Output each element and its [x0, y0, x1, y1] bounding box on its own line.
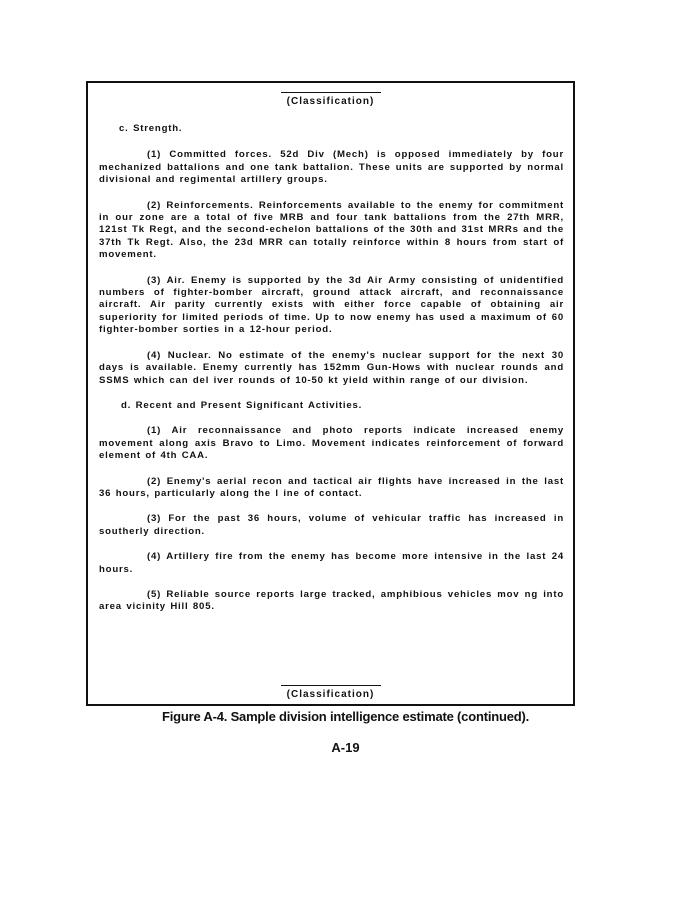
paragraph-artillery-fire: (4) Artillery fire from the enemy has become more intensive in the last 24 hours.	[99, 551, 564, 575]
section-c-heading: c. Strength.	[119, 123, 183, 134]
classification-bottom-label: (Classification)	[281, 685, 381, 700]
figure-caption: Figure A-4. Sample division intelligence estimate (continued).	[161, 709, 530, 724]
classification-header	[88, 92, 573, 107]
document-frame	[86, 81, 575, 706]
paragraph-committed-forces: (1) Committed forces. 52d Div (Mech) is opposed immediately by four mechanized battalions and one tank battalion. These units are supported by normal divisional and regimental artillery groups.	[99, 149, 564, 186]
paragraph-air: (3) Air. Enemy is supported by the 3d Air Army consisting of unidentified numbers of fighter-bomber aircraft, ground attack aircraft, and reconnaissance aircraft. Air parity currently exists with either force capable of obtaining air superiority for limited periods of time. Up to now enemy has used a maximum of 60 fighter-bomber sorties in a 12-hour period.	[99, 274, 564, 336]
estimate-body	[99, 123, 564, 627]
paragraph-air-reconnaissance: (1) Air reconnaissance and photo reports indicate increased enemy movement along axis Bravo to Limo. Movement indicates reinforcement of forward element of 4th CAA.	[99, 425, 564, 462]
section-d-heading: d. Recent and Present Significant Activities.	[121, 399, 363, 411]
paragraph-vehicular-traffic: (3) For the past 36 hours, volume of vehicular traffic has increased in southerly direction.	[99, 513, 564, 537]
page-number: A-19	[331, 740, 360, 755]
paragraph-nuclear: (4) Nuclear. No estimate of the enemy's nuclear support for the next 30 days is available. Enemy currently has 152mm Gun-Hows with nuclear rounds and SSMS which can del iver rounds of 10-50 kt yield within range of our division.	[99, 349, 564, 386]
paragraph-reinforcements: (2) Reinforcements. Reinforcements available to the enemy for commitment in our zone are a total of five MRB and four tank battalions from the 27th MRR, 121st Tk Regt, and the second-echelon battalions of the 30th and 31st MRRs and the 37th Tk Regt. Also, the 23d MRR can totally reinforce within 8 hours from start of movement.	[99, 199, 564, 261]
classification-footer	[88, 685, 573, 700]
classification-top-label: (Classification)	[281, 92, 381, 107]
paragraph-reliable-source: (5) Reliable source reports large tracked, amphibious vehicles mov ng into area vicinity Hill 805.	[99, 588, 564, 613]
paragraph-aerial-recon: (2) Enemy's aerial recon and tactical air flights have increased in the last 36 hours, particularly along the l ine of contact.	[99, 475, 564, 499]
